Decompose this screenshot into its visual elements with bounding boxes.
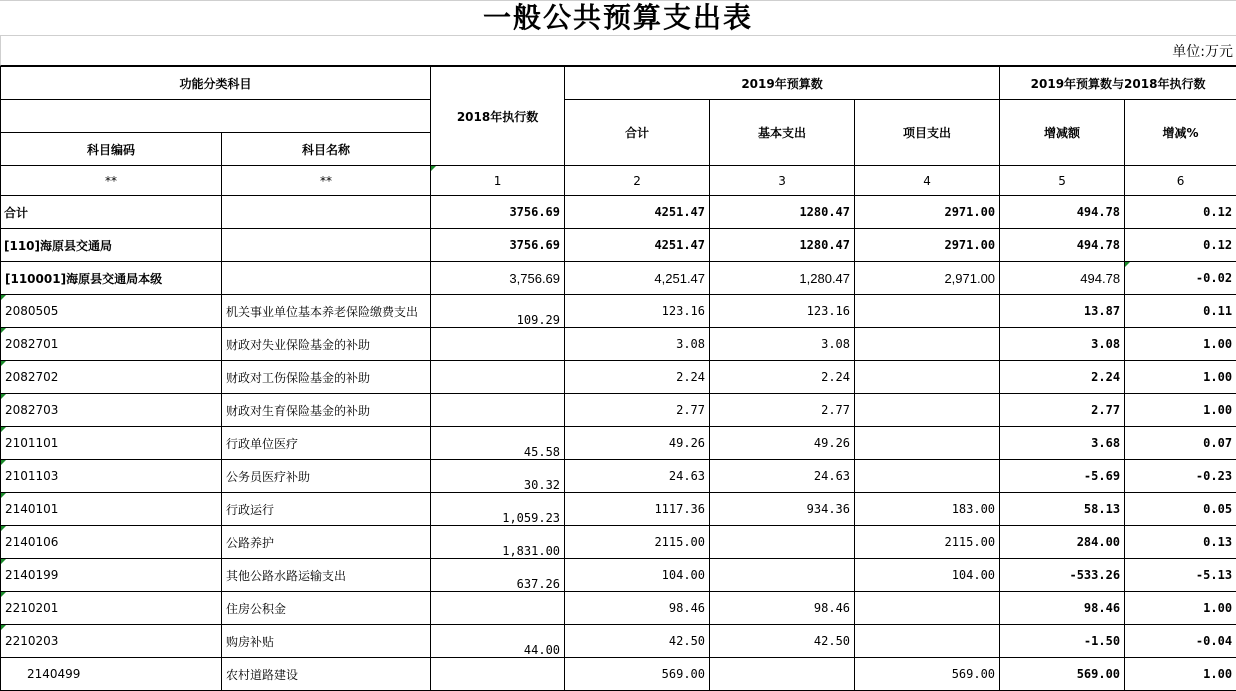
row-project[interactable]: 2971.00 — [855, 196, 1000, 229]
row-name[interactable]: 农村道路建设 — [222, 658, 431, 691]
row-name[interactable]: 机关事业单位基本养老保险缴费支出 — [222, 295, 431, 328]
index-cell[interactable]: 1 — [431, 166, 565, 196]
unit-label: 单位:万元 — [1172, 41, 1233, 61]
row-exec[interactable]: 45.58 — [431, 427, 565, 460]
row-diff[interactable]: -5.69 — [1000, 460, 1125, 493]
row-code[interactable]: [110001]海原县交通局本级 — [1, 262, 222, 295]
row-diff[interactable]: -533.26 — [1000, 559, 1125, 592]
row-basic[interactable] — [710, 559, 855, 592]
row-diff[interactable]: 58.13 — [1000, 493, 1125, 526]
row-name[interactable]: 行政单位医疗 — [222, 427, 431, 460]
row-total[interactable]: 42.50 — [565, 625, 710, 658]
row-code[interactable]: 2210201 — [1, 592, 222, 625]
row-exec[interactable]: 3756.69 — [431, 196, 565, 229]
row-basic[interactable]: 3.08 — [710, 328, 855, 361]
row-exec[interactable]: 637.26 — [431, 559, 565, 592]
row-project[interactable]: 569.00 — [855, 658, 1000, 691]
row-project[interactable] — [855, 295, 1000, 328]
row-project[interactable]: 2971.00 — [855, 229, 1000, 262]
row-project[interactable]: 2,971.00 — [855, 262, 1000, 295]
row-total[interactable]: 569.00 — [565, 658, 710, 691]
row-total[interactable]: 3.08 — [565, 328, 710, 361]
header-budget-2019[interactable]: 2019年预算数 — [565, 67, 1000, 100]
row-pct[interactable]: -5.13 — [1125, 559, 1236, 592]
row-exec[interactable] — [431, 328, 565, 361]
row-name[interactable]: 行政运行 — [222, 493, 431, 526]
row-exec[interactable]: 3756.69 — [431, 229, 565, 262]
row-project[interactable] — [855, 625, 1000, 658]
row-diff[interactable]: 13.87 — [1000, 295, 1125, 328]
row-code[interactable]: 2082703 — [1, 394, 222, 427]
row-diff[interactable]: 494.78 — [1000, 196, 1125, 229]
row-exec[interactable] — [431, 361, 565, 394]
row-name[interactable]: 住房公积金 — [222, 592, 431, 625]
row-total[interactable]: 4251.47 — [565, 229, 710, 262]
row-code[interactable]: 2082701 — [1, 328, 222, 361]
table-row — [1, 328, 1236, 361]
row-pct[interactable]: 1.00 — [1125, 658, 1236, 691]
row-diff[interactable]: -1.50 — [1000, 625, 1125, 658]
row-name[interactable]: 公务员医疗补助 — [222, 460, 431, 493]
row-name[interactable]: 财政对工伤保险基金的补助 — [222, 361, 431, 394]
row-diff[interactable]: 569.00 — [1000, 658, 1125, 691]
row-name[interactable] — [222, 196, 431, 229]
row-pct[interactable]: 1.00 — [1125, 361, 1236, 394]
row-project[interactable] — [855, 427, 1000, 460]
row-pct[interactable]: -0.02 — [1125, 262, 1236, 295]
row-total[interactable]: 1117.36 — [565, 493, 710, 526]
row-basic[interactable] — [710, 526, 855, 559]
row-total[interactable]: 2.77 — [565, 394, 710, 427]
row-exec[interactable]: 1,059.23 — [431, 493, 565, 526]
header-total[interactable]: 合计 — [565, 100, 710, 166]
row-code[interactable]: 2140101 — [1, 493, 222, 526]
table-row — [1, 361, 1236, 394]
table-row — [1, 460, 1236, 493]
index-cell[interactable]: 6 — [1125, 166, 1236, 196]
row-total[interactable]: 104.00 — [565, 559, 710, 592]
row-pct[interactable]: 0.13 — [1125, 526, 1236, 559]
table-row — [1, 295, 1236, 328]
row-pct[interactable]: 0.11 — [1125, 295, 1236, 328]
row-total[interactable]: 49.26 — [565, 427, 710, 460]
table-row — [1, 427, 1236, 460]
row-code[interactable]: 2082702 — [1, 361, 222, 394]
row-project[interactable] — [855, 361, 1000, 394]
row-exec[interactable] — [431, 592, 565, 625]
table-row — [1, 592, 1236, 625]
row-project[interactable] — [855, 460, 1000, 493]
row-pct[interactable]: 1.00 — [1125, 592, 1236, 625]
header-compare[interactable]: 2019年预算数与2018年执行数 — [1000, 67, 1236, 100]
row-pct[interactable]: 0.12 — [1125, 196, 1236, 229]
row-name[interactable]: 财政对生育保险基金的补助 — [222, 394, 431, 427]
row-diff[interactable]: 2.77 — [1000, 394, 1125, 427]
row-code[interactable]: 2080505 — [1, 295, 222, 328]
row-basic[interactable]: 1280.47 — [710, 196, 855, 229]
table-row — [1, 625, 1236, 658]
row-total[interactable]: 2.24 — [565, 361, 710, 394]
row-diff[interactable]: 284.00 — [1000, 526, 1125, 559]
row-pct[interactable]: 0.12 — [1125, 229, 1236, 262]
row-pct[interactable]: -0.23 — [1125, 460, 1236, 493]
row-project[interactable] — [855, 394, 1000, 427]
row-basic[interactable]: 934.36 — [710, 493, 855, 526]
row-code[interactable]: 2140106 — [1, 526, 222, 559]
row-diff[interactable]: 2.24 — [1000, 361, 1125, 394]
row-basic[interactable]: 1280.47 — [710, 229, 855, 262]
row-exec[interactable]: 109.29 — [431, 295, 565, 328]
row-diff[interactable]: 494.78 — [1000, 229, 1125, 262]
row-basic[interactable]: 98.46 — [710, 592, 855, 625]
row-diff[interactable]: 3.08 — [1000, 328, 1125, 361]
table-row — [1, 493, 1236, 526]
row-project[interactable]: 104.00 — [855, 559, 1000, 592]
row-total[interactable]: 4251.47 — [565, 196, 710, 229]
row-name[interactable]: 公路养护 — [222, 526, 431, 559]
row-code[interactable]: 2210203 — [1, 625, 222, 658]
row-basic[interactable]: 24.63 — [710, 460, 855, 493]
header-code[interactable]: 科目编码 — [1, 133, 222, 166]
row-total[interactable]: 4,251.47 — [565, 262, 710, 295]
row-exec[interactable]: 44.00 — [431, 625, 565, 658]
row-exec[interactable] — [431, 394, 565, 427]
table-row — [1, 526, 1236, 559]
row-name[interactable]: 购房补贴 — [222, 625, 431, 658]
row-diff[interactable]: 494.78 — [1000, 262, 1125, 295]
row-total[interactable]: 98.46 — [565, 592, 710, 625]
row-total[interactable]: 123.16 — [565, 295, 710, 328]
header-project[interactable]: 项目支出 — [855, 100, 1000, 166]
row-code[interactable]: [110]海原县交通局 — [1, 229, 222, 262]
row-basic[interactable]: 2.24 — [710, 361, 855, 394]
row-basic[interactable]: 2.77 — [710, 394, 855, 427]
row-total[interactable]: 2115.00 — [565, 526, 710, 559]
header-diff[interactable]: 增减额 — [1000, 100, 1125, 166]
row-code[interactable]: 2101101 — [1, 427, 222, 460]
row-basic[interactable]: 49.26 — [710, 427, 855, 460]
header-name[interactable]: 科目名称 — [222, 133, 431, 166]
table-row — [1, 559, 1236, 592]
index-cell[interactable]: 3 — [710, 166, 855, 196]
header-pct[interactable]: 增减% — [1125, 100, 1236, 166]
row-basic[interactable] — [710, 658, 855, 691]
row-project[interactable] — [855, 592, 1000, 625]
row-project[interactable]: 183.00 — [855, 493, 1000, 526]
row-name[interactable]: 其他公路水路运输支出 — [222, 559, 431, 592]
row-pct[interactable]: 0.07 — [1125, 427, 1236, 460]
row-code[interactable]: 2140499 — [1, 658, 222, 691]
row-code[interactable]: 合计 — [1, 196, 222, 229]
row-pct[interactable]: 1.00 — [1125, 394, 1236, 427]
table-row — [1, 229, 1236, 262]
header-basic[interactable]: 基本支出 — [710, 100, 855, 166]
index-cell[interactable]: ** — [222, 166, 431, 196]
row-code[interactable]: 2101103 — [1, 460, 222, 493]
row-total[interactable]: 24.63 — [565, 460, 710, 493]
row-basic[interactable]: 1,280.47 — [710, 262, 855, 295]
row-basic[interactable]: 42.50 — [710, 625, 855, 658]
index-cell[interactable]: 5 — [1000, 166, 1125, 196]
row-diff[interactable]: 98.46 — [1000, 592, 1125, 625]
header-category-spacer — [1, 100, 431, 133]
index-cell[interactable]: ** — [1, 166, 222, 196]
header-category[interactable]: 功能分类科目 — [1, 67, 431, 100]
row-exec[interactable]: 30.32 — [431, 460, 565, 493]
row-diff[interactable]: 3.68 — [1000, 427, 1125, 460]
row-project[interactable] — [855, 328, 1000, 361]
header-exec-2018[interactable]: 2018年执行数 — [431, 67, 565, 166]
budget-table — [0, 66, 1236, 691]
table-row — [1, 394, 1236, 427]
row-exec[interactable]: 3,756.69 — [431, 262, 565, 295]
row-exec[interactable] — [431, 658, 565, 691]
table-row — [1, 262, 1236, 295]
page-title: 一般公共预算支出表 — [0, 0, 1236, 36]
row-name[interactable] — [222, 229, 431, 262]
index-cell[interactable]: 2 — [565, 166, 710, 196]
row-project[interactable]: 2115.00 — [855, 526, 1000, 559]
row-pct[interactable]: 1.00 — [1125, 328, 1236, 361]
row-name[interactable]: 财政对失业保险基金的补助 — [222, 328, 431, 361]
table-row — [1, 196, 1236, 229]
unit-row — [0, 35, 1236, 66]
row-name[interactable] — [222, 262, 431, 295]
table-row — [1, 658, 1236, 691]
row-pct[interactable]: -0.04 — [1125, 625, 1236, 658]
row-exec[interactable]: 1,831.00 — [431, 526, 565, 559]
row-pct[interactable]: 0.05 — [1125, 493, 1236, 526]
row-code[interactable]: 2140199 — [1, 559, 222, 592]
row-basic[interactable]: 123.16 — [710, 295, 855, 328]
index-cell[interactable]: 4 — [855, 166, 1000, 196]
